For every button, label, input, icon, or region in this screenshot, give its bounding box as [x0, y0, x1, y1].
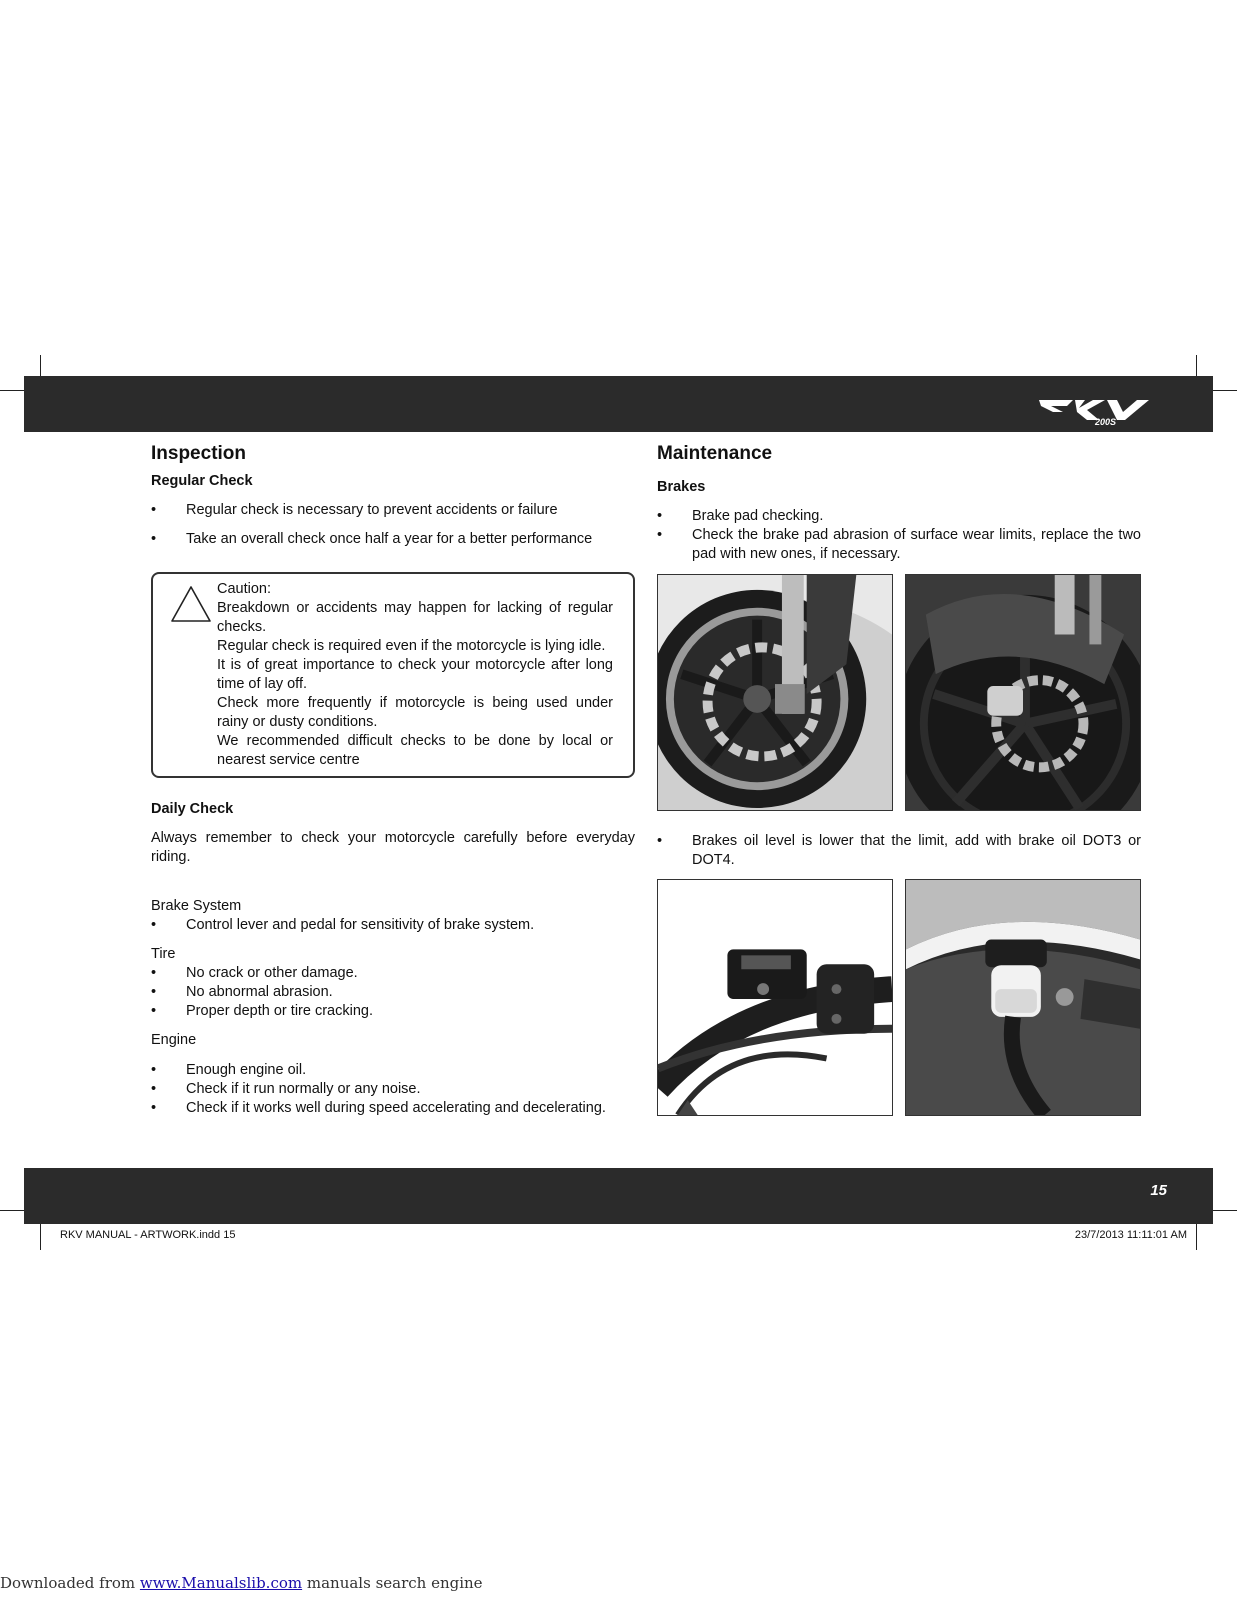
list-item: • Brake pad checking. [657, 507, 1141, 526]
list-item: • Take an overall check once half a year for a better performance [151, 530, 635, 549]
rear-wheel-image [906, 575, 1140, 810]
regular-check-title: Regular Check [151, 473, 253, 489]
crop-mark [1209, 1210, 1237, 1211]
front-brake-photo [657, 574, 893, 811]
brake-oil-photos [657, 879, 1141, 1116]
brake-pad-photos [657, 574, 1141, 811]
engine-label: Engine [151, 1032, 197, 1048]
brakes-title: Brakes [657, 479, 706, 495]
maintenance-title: Maintenance [657, 443, 773, 464]
brake-oil-list [657, 832, 1141, 870]
inspection-title: Inspection [151, 443, 247, 464]
caution-line: It is of great importance to check your motorcycle after long time of lay off. [217, 657, 613, 692]
handlebar-image [658, 880, 892, 1115]
download-prefix: Downloaded from [0, 1574, 140, 1592]
caution-line: Check more frequently if motorcycle is being used under rainy or dusty conditions. [217, 695, 613, 730]
list-item: • Check the brake pad abrasion of surface wear limits, replace the two pad with new ones, if necessary. [657, 526, 1141, 564]
caution-title: Caution: [217, 581, 272, 597]
list-item: • Check if it run normally or any noise. [151, 1080, 635, 1099]
daily-check-title: Daily Check [151, 801, 234, 817]
list-item: • Brakes oil level is lower that the limit, add with brake oil DOT3 or DOT4. [657, 832, 1141, 870]
warning-icon [169, 584, 213, 624]
timestamp: 23/7/2013 11:11:01 AM [1074, 1229, 1187, 1241]
reservoir-image [906, 880, 1140, 1115]
download-suffix: manuals search engine [302, 1574, 483, 1592]
crop-mark [1196, 1222, 1197, 1250]
maintenance-column [657, 442, 1141, 1116]
caution-line: Breakdown or accidents may happen for lacking of regular checks. [217, 600, 613, 635]
brake-system-list [151, 916, 635, 935]
caution-box [151, 572, 635, 778]
footer-band [24, 1168, 1213, 1224]
rkv-logo [1033, 394, 1153, 426]
header-band [24, 376, 1213, 432]
svg-text:200S: 200S [1095, 417, 1117, 426]
list-item: • Control lever and pedal for sensitivity of brake system. [151, 916, 635, 935]
list-item: • Regular check is necessary to prevent accidents or failure [151, 501, 635, 520]
file-info: RKV MANUAL - ARTWORK.indd 15 [60, 1229, 236, 1241]
list-item: • No crack or other damage. [151, 964, 635, 983]
regular-check-list [151, 501, 635, 549]
caution-line: Regular check is required even if the motorcycle is lying idle. [217, 638, 606, 654]
brakes-list [657, 507, 1141, 564]
rear-brake-photo [905, 574, 1141, 811]
download-notice [0, 1574, 483, 1592]
list-item: • Proper depth or tire cracking. [151, 1002, 635, 1021]
brake-system-label: Brake System [151, 898, 242, 914]
list-item: • Enough engine oil. [151, 1061, 635, 1080]
daily-check-intro: Always remember to check your motorcycle carefully before everyday riding. [151, 830, 635, 865]
tire-list [151, 964, 635, 1021]
crop-mark [1209, 390, 1237, 391]
master-cylinder-photo [657, 879, 893, 1116]
page-number: 15 [1150, 1182, 1167, 1199]
front-wheel-image [658, 575, 892, 810]
list-item: • Check if it works well during speed accelerating and decelerating. [151, 1099, 635, 1118]
inspection-column [151, 442, 635, 1118]
tire-label: Tire [151, 946, 176, 962]
crop-mark [40, 1222, 41, 1250]
list-item: • No abnormal abrasion. [151, 983, 635, 1002]
manualslib-link[interactable]: www.Manualslib.com [139, 1574, 303, 1592]
caution-line: We recommended difficult checks to be done by local or nearest service centre [217, 733, 613, 768]
engine-list [151, 1061, 635, 1118]
rear-reservoir-photo [905, 879, 1141, 1116]
